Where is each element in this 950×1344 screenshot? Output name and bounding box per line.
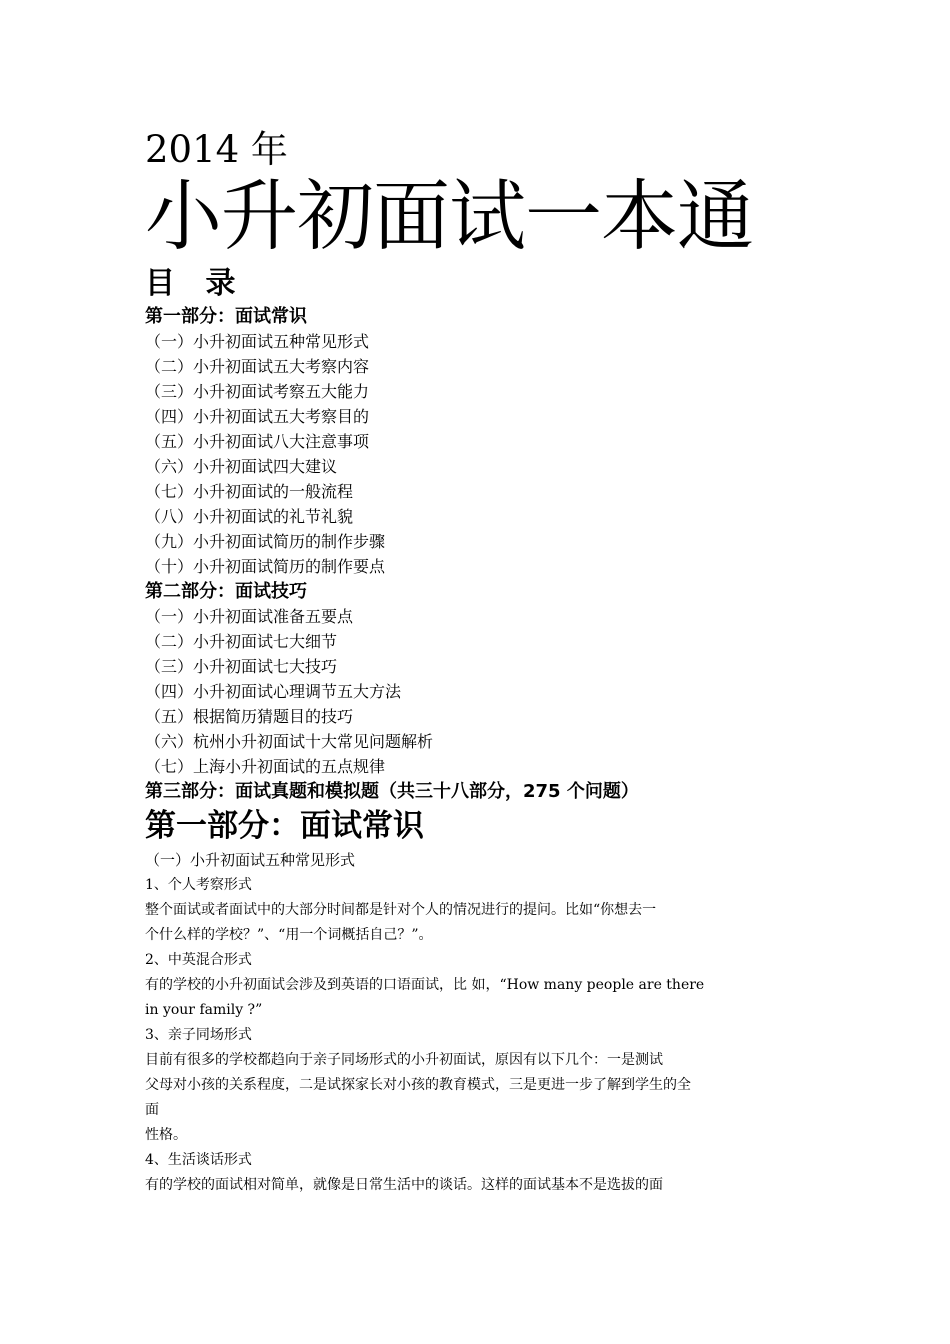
toc-section-heading: 第三部分：面试真题和模拟题（共三十八部分，275 个问题） <box>145 781 639 802</box>
toc-item: （六）小升初面试四大建议 <box>145 457 338 476</box>
body-line: 有的学校的小升初面试会涉及到英语的口语面试，比 如，“How many people are there <box>145 977 705 993</box>
body-line: 父母对小孩的关系程度，二是试探家长对小孩的教育模式，三是更进一步了解到学生的全 <box>145 1077 691 1093</box>
body-line: 个什么样的学校？”、“用一个词概括自己？”。 <box>145 927 433 943</box>
toc-item: （四）小升初面试五大考察目的 <box>145 407 370 426</box>
cover-year: 2014 年 <box>145 128 288 171</box>
toc-item: （一）小升初面试五种常见形式 <box>145 332 370 351</box>
toc-section-heading: 第一部分：面试常识 <box>145 306 307 327</box>
part-heading: 第一部分：面试常识 <box>145 808 424 844</box>
body-line: 2、中英混合形式 <box>145 952 252 968</box>
body-line: 面 <box>145 1102 159 1118</box>
toc-item: （三）小升初面试七大技巧 <box>145 657 338 676</box>
body-line: 4、生活谈话形式 <box>145 1152 252 1168</box>
toc-title: 目 录 <box>145 266 246 301</box>
toc-item: （三）小升初面试考察五大能力 <box>145 382 370 401</box>
toc-item: （二）小升初面试五大考察内容 <box>145 357 370 376</box>
toc-item: （六）杭州小升初面试十大常见问题解析 <box>145 732 434 751</box>
content-body <box>145 848 815 1198</box>
toc-item: （五）小升初面试八大注意事项 <box>145 432 370 451</box>
toc-item: （五）根据简历猜题目的技巧 <box>145 707 354 726</box>
toc-section-1 <box>145 304 815 579</box>
toc-item: （十）小升初面试简历的制作要点 <box>145 557 386 576</box>
toc-section-2 <box>145 579 815 779</box>
toc-item: （一）小升初面试准备五要点 <box>145 607 354 626</box>
toc-item: （八）小升初面试的礼节礼貌 <box>145 507 354 526</box>
toc-section-3 <box>145 779 815 804</box>
subsection-title: （一）小升初面试五种常见形式 <box>145 851 356 869</box>
body-line: 1、个人考察形式 <box>145 877 252 893</box>
document-page <box>145 128 815 1198</box>
body-line: 性格。 <box>145 1127 187 1143</box>
toc-item: （七）上海小升初面试的五点规律 <box>145 757 386 776</box>
toc-item: （九）小升初面试简历的制作步骤 <box>145 532 386 551</box>
body-line: in your family ?” <box>145 1002 263 1018</box>
body-line: 目前有很多的学校都趋向于亲子同场形式的小升初面试，原因有以下几个：一是测试 <box>145 1052 663 1068</box>
body-line: 整个面试或者面试中的大部分时间都是针对个人的情况进行的提问。比如“你想去一 <box>145 902 657 918</box>
toc-item: （四）小升初面试心理调节五大方法 <box>145 682 402 701</box>
toc-section-heading: 第二部分：面试技巧 <box>145 581 307 602</box>
toc-item: （七）小升初面试的一般流程 <box>145 482 354 501</box>
cover-title: 小升初面试一本通 <box>145 173 753 262</box>
toc-item: （二）小升初面试七大细节 <box>145 632 338 651</box>
body-line: 有的学校的面试相对简单，就像是日常生活中的谈话。这样的面试基本不是选拔的面 <box>145 1177 663 1193</box>
body-line: 3、亲子同场形式 <box>145 1027 252 1043</box>
